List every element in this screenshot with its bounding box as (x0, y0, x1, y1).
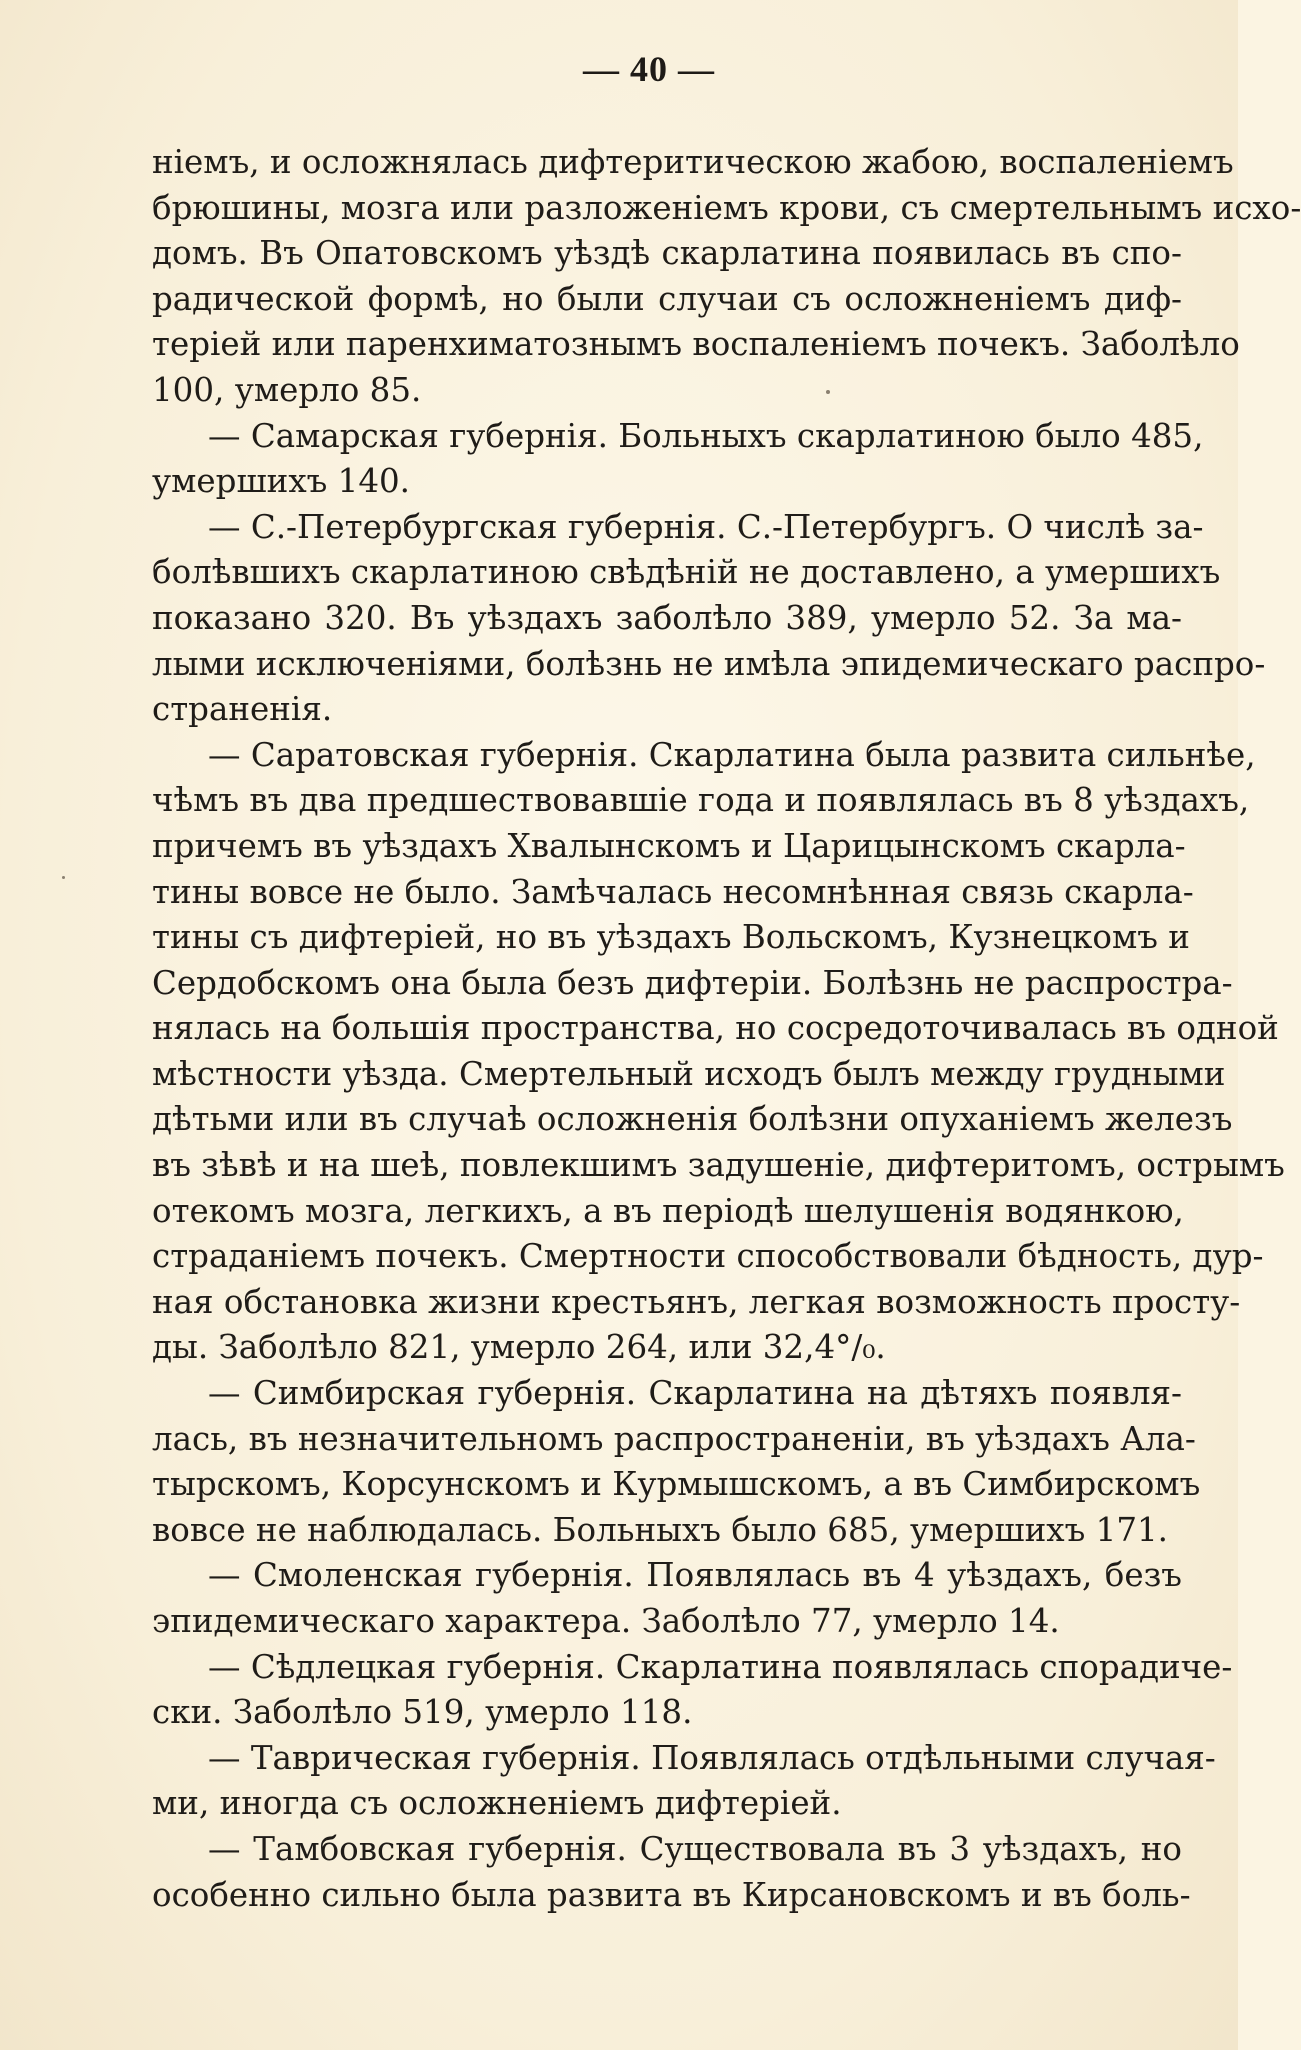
text-line: отекомъ мозга, легкихъ, а въ періодѣ шелушенія водянкою, (152, 1191, 1184, 1230)
text-line: въ зѣвѣ и на шеѣ, повлекшимъ задушеніе, дифтеритомъ, острымъ (152, 1146, 1285, 1185)
paragraph-first-line: — Самарская губернія. Больныхъ скарлатиною было 485, (208, 416, 1204, 455)
text-line: вовсе не наблюдалась. Больныхъ было 685, умершихъ 171. (152, 1510, 1169, 1549)
paragraph-first-line: — Симбирская губернія. Скарлатина на дѣтяхъ появля- (208, 1374, 1182, 1413)
text-line: тины вовсе не было. Замѣчалась несомнѣнная связь скарла- (152, 872, 1194, 911)
text-line: особенно сильно была развита въ Кирсановскомъ и въ боль- (152, 1875, 1191, 1914)
paragraph-first-line: — Саратовская губернія. Скарлатина была развита сильнѣе, (208, 735, 1256, 774)
text-line: Сердобскомъ она была безъ дифтеріи. Болѣзнь не распростра- (152, 963, 1233, 1002)
paragraph-first-line: — Тамбовская губернія. Существовала въ 3 уѣздахъ, но (208, 1829, 1182, 1868)
text-line: теріей или паренхиматознымъ воспаленіемъ почекъ. Заболѣло (152, 325, 1240, 364)
text-line: умершихъ 140. (152, 462, 411, 501)
paragraph-first-line: — Таврическая губернія. Появлялась отдѣльными случая- (208, 1738, 1216, 1777)
text-line: лыми исключеніями, болѣзнь не имѣла эпидемическаго распро- (152, 644, 1266, 683)
text-line: болѣвшихъ скарлатиною свѣдѣній не доставлено, а умершихъ (152, 553, 1221, 592)
text-line: лась, въ незначительномъ распространеніи, въ уѣздахъ Ала- (152, 1419, 1196, 1458)
ink-speck (826, 390, 830, 394)
text-line: ски. Заболѣло 519, умерло 118. (152, 1693, 693, 1732)
text-line: страненія. (152, 690, 333, 729)
text-line: тины съ дифтеріей, но въ уѣздахъ Вольскомъ, Кузнецкомъ и (152, 918, 1190, 957)
text-line: причемъ въ уѣздахъ Хвалынскомъ и Царицынскомъ скарла- (152, 826, 1186, 865)
text-line: радической формѣ, но были случаи съ осложненіемъ диф- (152, 279, 1182, 318)
text-line: ми, иногда съ осложненіемъ дифтеріей. (152, 1784, 842, 1823)
page-number: — 40 — (583, 49, 715, 89)
text-line: показано 320. Въ уѣздахъ заболѣло 389, умерло 52. За ма- (152, 598, 1182, 637)
paragraph-first-line: — Сѣдлецкая губернія. Скарлатина появлялась спорадиче- (208, 1647, 1233, 1686)
text-line: мѣстности уѣзда. Смертельный исходъ былъ между грудными (152, 1054, 1226, 1093)
text-line: ная обстановка жизни крестьянъ, легкая возможность просту- (152, 1282, 1241, 1321)
text-line: 100, умерло 85. (152, 370, 422, 409)
text-line: домъ. Въ Опатовскомъ уѣздѣ скарлатина появилась въ спо- (152, 234, 1182, 273)
body-text (152, 140, 1301, 1918)
text-line: чѣмъ въ два предшествовавшіе года и появлялась въ 8 уѣздахъ, (152, 781, 1250, 820)
text-line: нялась на большія пространства, но сосредоточивалась въ одной (152, 1009, 1279, 1048)
text-line: ды. Заболѣло 821, умерло 264, или 32,4°/₀. (152, 1328, 886, 1367)
text-line: эпидемическаго характера. Заболѣло 77, умерло 14. (152, 1602, 1060, 1640)
text-line: ніемъ, и осложнялась дифтеритическою жабою, воспаленіемъ (152, 143, 1234, 181)
text-line: дѣтьми или въ случаѣ осложненія болѣзни опуханіемъ железъ (152, 1100, 1233, 1139)
paragraph-first-line: — С.-Петербургская губернія. С.-Петербургъ. О числѣ за- (208, 507, 1204, 546)
text-line: страданіемъ почекъ. Смертности способствовали бѣдность, дур- (152, 1237, 1264, 1276)
ink-speck (62, 876, 65, 879)
text-line: тырскомъ, Корсунскомъ и Курмышскомъ, а въ Симбирскомъ (152, 1465, 1201, 1504)
paragraph-first-line: — Смоленская губернія. Появлялась въ 4 уѣздахъ, безъ (208, 1556, 1182, 1595)
text-line: брюшины, мозга или разложеніемъ крови, съ смертельнымъ исхо- (152, 188, 1301, 227)
